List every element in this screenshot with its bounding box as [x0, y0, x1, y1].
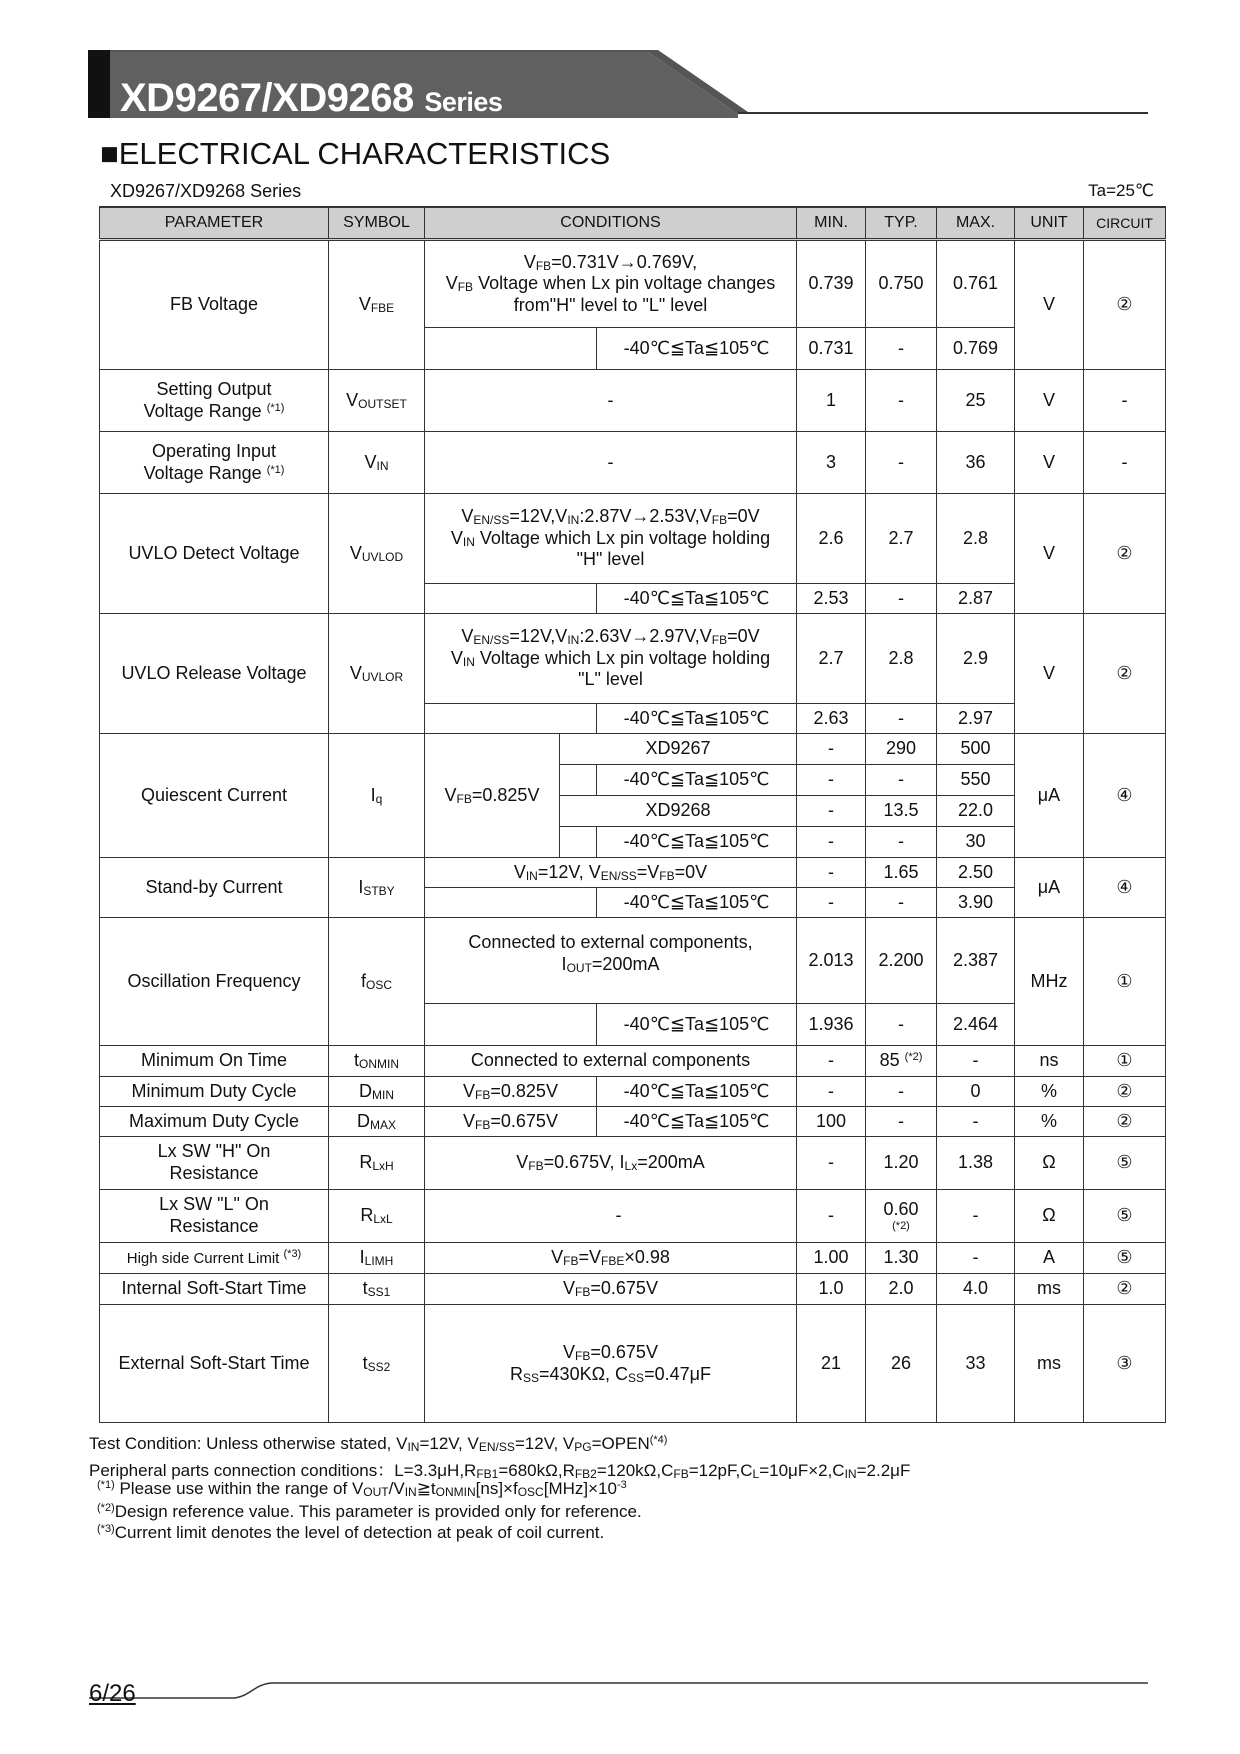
typ-cell: 2.0	[866, 1274, 937, 1305]
param-cell: Operating Input Voltage Range $^{(*1)}$	[100, 432, 329, 494]
min-cell: -	[797, 888, 866, 918]
condition-cell: Connected to external components	[425, 1046, 797, 1077]
table-row	[100, 1190, 1166, 1243]
temp-condition-cell: -40℃≦Ta≦105℃	[597, 1004, 797, 1046]
min-cell: 1.00	[797, 1243, 866, 1274]
circuit-cell: ①	[1084, 1046, 1166, 1077]
section-title: ■ELECTRICAL CHARACTERISTICS	[100, 136, 611, 171]
min-cell: -	[797, 1190, 866, 1243]
electrical-characteristics-table	[99, 206, 1166, 1423]
temp-condition-cell: -40℃≦Ta≦105℃	[597, 584, 797, 614]
page-header	[88, 50, 1148, 118]
min-cell: -	[797, 796, 866, 827]
symbol-cell: $t_{SS2}$	[329, 1305, 425, 1423]
condition-cell: $V_{FB}=0.675V$	[425, 1107, 597, 1137]
max-cell: 550	[937, 765, 1015, 796]
param-cell: UVLO Release Voltage	[100, 614, 329, 734]
symbol-cell: $I_{LIMH}$	[329, 1243, 425, 1274]
max-cell: -	[937, 1190, 1015, 1243]
typ-cell: -	[866, 888, 937, 918]
table-row	[100, 614, 1166, 704]
param-cell: External Soft-Start Time	[100, 1305, 329, 1423]
unit-cell: MHz	[1015, 918, 1084, 1046]
param-cell: Quiescent Current	[100, 734, 329, 858]
circuit-cell: ②	[1084, 494, 1166, 614]
symbol-cell: $V_{FBE}$	[329, 240, 425, 370]
typ-cell: 1.30	[866, 1243, 937, 1274]
typ-cell: 2.8	[866, 614, 937, 704]
circuit-cell: ②	[1084, 1077, 1166, 1107]
circuit-cell: ⑤	[1084, 1243, 1166, 1274]
typ-cell: 290	[866, 734, 937, 765]
part-cell-xd9267: XD9267	[560, 734, 797, 765]
max-cell: 1.38	[937, 1137, 1015, 1190]
typ-cell: 2.200	[866, 918, 937, 1004]
col-parameter: PARAMETER	[100, 207, 329, 240]
condition-blank	[425, 1004, 597, 1046]
typ-cell: 13.5	[866, 796, 937, 827]
param-cell: Maximum Duty Cycle	[100, 1107, 329, 1137]
temp-condition-cell: -40℃≦Ta≦105℃	[597, 765, 797, 796]
typ-cell: -	[866, 1004, 937, 1046]
unit-cell: μA	[1015, 734, 1084, 858]
table-row	[100, 1305, 1166, 1423]
min-cell: 1.936	[797, 1004, 866, 1046]
param-cell: Lx SW "L" On Resistance	[100, 1190, 329, 1243]
unit-cell: %	[1015, 1107, 1084, 1137]
symbol-cell: $D_{MAX}$	[329, 1107, 425, 1137]
min-cell: 2.6	[797, 494, 866, 584]
condition-cell: -	[425, 370, 797, 432]
symbol-cell: $V_{IN}$	[329, 432, 425, 494]
max-cell: -	[937, 1243, 1015, 1274]
max-cell: 4.0	[937, 1274, 1015, 1305]
table-row	[100, 1137, 1166, 1190]
table-row	[100, 1274, 1166, 1305]
symbol-cell: $I_q$	[329, 734, 425, 858]
col-max: MAX.	[937, 207, 1015, 240]
typ-cell: -	[866, 328, 937, 370]
circuit-cell: -	[1084, 432, 1166, 494]
typ-cell: -	[866, 765, 937, 796]
temp-condition-cell: -40℃≦Ta≦105℃	[597, 704, 797, 734]
max-cell: 3.90	[937, 888, 1015, 918]
param-cell: High side Current Limit $^{(*3)}$	[100, 1243, 329, 1274]
max-cell: 33	[937, 1305, 1015, 1423]
max-cell: 2.50	[937, 858, 1015, 888]
col-circuit: CIRCUIT	[1084, 207, 1166, 240]
min-cell: 21	[797, 1305, 866, 1423]
condition-cell: Connected to external components, $I_{OUT}=200mA$	[425, 918, 797, 1004]
unit-cell: V	[1015, 240, 1084, 370]
condition-cell: -	[425, 1190, 797, 1243]
condition-cell: $V_{FB}=0.675V$	[425, 1274, 797, 1305]
temp-condition-cell: -40℃≦Ta≦105℃	[597, 328, 797, 370]
condition-cell: $V_{FB}=0.825V$	[425, 1077, 597, 1107]
typ-cell: 1.65	[866, 858, 937, 888]
typ-cell: 0.60 (*2)	[866, 1190, 937, 1243]
symbol-cell: $I_{STBY}$	[329, 858, 425, 918]
max-cell: -	[937, 1046, 1015, 1077]
test-condition-note: Test Condition: Unless otherwise stated, $V_{IN}=12V$, $V_{EN/SS}=12V$, $V_{PG}=OPEN^{(*4)}$	[89, 1434, 668, 1454]
typ-cell: 85 $^{(*2)}$	[866, 1046, 937, 1077]
typ-cell: -	[866, 370, 937, 432]
min-cell: 0.739	[797, 240, 866, 328]
param-cell: Stand-by Current	[100, 858, 329, 918]
table-row	[100, 918, 1166, 1004]
symbol-cell: $R_{LxH}$	[329, 1137, 425, 1190]
unit-cell: V	[1015, 614, 1084, 734]
circuit-cell: ⑤	[1084, 1190, 1166, 1243]
table-row	[100, 1046, 1166, 1077]
min-cell: -	[797, 1046, 866, 1077]
temp-condition-cell: -40℃≦Ta≦105℃	[597, 1077, 797, 1107]
circuit-cell: ②	[1084, 614, 1166, 734]
col-typ: TYP.	[866, 207, 937, 240]
max-cell: 2.87	[937, 584, 1015, 614]
max-cell: 30	[937, 827, 1015, 858]
typ-cell: 26	[866, 1305, 937, 1423]
condition-blank	[425, 888, 597, 918]
table-row	[100, 432, 1166, 494]
series-label: XD9267/XD9268 Series	[110, 181, 302, 201]
param-cell: Internal Soft-Start Time	[100, 1274, 329, 1305]
unit-cell: %	[1015, 1077, 1084, 1107]
typ-cell: -	[866, 584, 937, 614]
temp-condition-cell: -40℃≦Ta≦105℃	[597, 827, 797, 858]
table-row	[100, 1243, 1166, 1274]
min-cell: -	[797, 1137, 866, 1190]
min-cell: 3	[797, 432, 866, 494]
condition-blank	[425, 328, 597, 370]
symbol-cell: $D_{MIN}$	[329, 1077, 425, 1107]
symbol-cell: $t_{SS1}$	[329, 1274, 425, 1305]
max-cell: 500	[937, 734, 1015, 765]
circuit-cell: ①	[1084, 918, 1166, 1046]
table-row	[100, 1107, 1166, 1137]
param-cell: Minimum Duty Cycle	[100, 1077, 329, 1107]
max-cell: 2.97	[937, 704, 1015, 734]
circuit-cell: ②	[1084, 240, 1166, 370]
peripheral-conditions-note: Peripheral parts connection conditions：$L=3.3\mu H,R_{FB1}=680k\Omega,R_{FB2}=120k\Omega,C_{FB}=12pF,C_L=10\mu F\times 2,C_{IN}=2.2\mu F$	[89, 1461, 911, 1481]
min-cell: 100	[797, 1107, 866, 1137]
circuit-cell: ⑤	[1084, 1137, 1166, 1190]
typ-cell: -	[866, 827, 937, 858]
table-row	[100, 858, 1166, 888]
unit-cell: μA	[1015, 858, 1084, 918]
max-cell: -	[937, 1107, 1015, 1137]
min-cell: 2.7	[797, 614, 866, 704]
condition-blank	[560, 827, 597, 858]
param-cell: Lx SW "H" On Resistance	[100, 1137, 329, 1190]
circuit-cell: ④	[1084, 734, 1166, 858]
symbol-cell: $V_{UVLOR}$	[329, 614, 425, 734]
min-cell: 2.63	[797, 704, 866, 734]
circuit-cell: ②	[1084, 1274, 1166, 1305]
condition-cell: $V_{IN}=12V$, $V_{EN/SS}=V_{FB}=0V$	[425, 858, 797, 888]
unit-cell: Ω	[1015, 1137, 1084, 1190]
max-cell: 2.387	[937, 918, 1015, 1004]
min-cell: 1	[797, 370, 866, 432]
ambient-temp-label: Ta=25℃	[1088, 181, 1154, 200]
condition-cell: $V_{FB}=V_{FBE}\times 0.98$	[425, 1243, 797, 1274]
unit-cell: V	[1015, 494, 1084, 614]
min-cell: -	[797, 765, 866, 796]
unit-cell: V	[1015, 370, 1084, 432]
page-number: 6/26	[89, 1680, 136, 1707]
symbol-cell: $V_{OUTSET}$	[329, 370, 425, 432]
max-cell: 25	[937, 370, 1015, 432]
footnote-1: $^{(*1)}$ Please use within the range of $V_{OUT}/V_{IN}≧t_{ONMIN}[ns]\times f_{OSC}[MHz]\times 10^{-3}$	[97, 1479, 627, 1499]
symbol-cell: $R_{LxL}$	[329, 1190, 425, 1243]
table-header-row	[100, 207, 1166, 240]
temp-condition-cell: -40℃≦Ta≦105℃	[597, 1107, 797, 1137]
table-row	[100, 1077, 1166, 1107]
table-row	[100, 240, 1166, 328]
max-cell: 0.761	[937, 240, 1015, 328]
max-cell: 2.464	[937, 1004, 1015, 1046]
circuit-cell: ③	[1084, 1305, 1166, 1423]
table-row	[100, 494, 1166, 584]
condition-cell: $V_{FB}=0.675V$, $I_{Lx}=200mA$	[425, 1137, 797, 1190]
symbol-cell: $t_{ONMIN}$	[329, 1046, 425, 1077]
min-cell: 2.013	[797, 918, 866, 1004]
param-cell: UVLO Detect Voltage	[100, 494, 329, 614]
condition-cell: -	[425, 432, 797, 494]
min-cell: 1.0	[797, 1274, 866, 1305]
max-cell: 0	[937, 1077, 1015, 1107]
typ-cell: -	[866, 704, 937, 734]
min-cell: 2.53	[797, 584, 866, 614]
max-cell: 36	[937, 432, 1015, 494]
document-title: XD9267/XD9268 Series	[120, 76, 503, 120]
typ-cell: -	[866, 432, 937, 494]
unit-cell: V	[1015, 432, 1084, 494]
min-cell: -	[797, 858, 866, 888]
param-cell: Oscillation Frequency	[100, 918, 329, 1046]
condition-cell: $V_{FB}=0.731V\to 0.769V$, $V_{FB}$ Voltage when Lx pin voltage changes from"H" level to "L" level	[425, 240, 797, 328]
max-cell: 0.769	[937, 328, 1015, 370]
condition-blank	[560, 765, 597, 796]
param-cell: Setting Output Voltage Range $^{(*1)}$	[100, 370, 329, 432]
typ-cell: 1.20	[866, 1137, 937, 1190]
min-cell: -	[797, 827, 866, 858]
min-cell: -	[797, 734, 866, 765]
unit-cell: ms	[1015, 1274, 1084, 1305]
table-row	[100, 370, 1166, 432]
min-cell: -	[797, 1077, 866, 1107]
max-cell: 22.0	[937, 796, 1015, 827]
typ-cell: -	[866, 1107, 937, 1137]
unit-cell: Ω	[1015, 1190, 1084, 1243]
unit-cell: ns	[1015, 1046, 1084, 1077]
max-cell: 2.9	[937, 614, 1015, 704]
footnote-2: $^{(*2)}$Design reference value. This parameter is provided only for reference.	[97, 1502, 642, 1521]
col-min: MIN.	[797, 207, 866, 240]
col-symbol: SYMBOL	[329, 207, 425, 240]
temp-condition-cell: -40℃≦Ta≦105℃	[597, 888, 797, 918]
symbol-cell: $V_{UVLOD}$	[329, 494, 425, 614]
circuit-cell: ②	[1084, 1107, 1166, 1137]
col-unit: UNIT	[1015, 207, 1084, 240]
circuit-cell: -	[1084, 370, 1166, 432]
condition-blank	[425, 704, 597, 734]
circuit-cell: ④	[1084, 858, 1166, 918]
condition-cell: $V_{EN/SS}=12V,V_{IN}:2.87V\to 2.53V,V_{FB}=0V$ $V_{IN}$ Voltage which Lx pin voltage holding "H" level	[425, 494, 797, 584]
min-cell: 0.731	[797, 328, 866, 370]
footnote-3: $^{(*3)}$Current limit denotes the level of detection at peak of coil current.	[97, 1523, 605, 1542]
condition-cell: $V_{EN/SS}=12V,V_{IN}:2.63V\to 2.97V,V_{FB}=0V$ $V_{IN}$ Voltage which Lx pin voltage holding "L" level	[425, 614, 797, 704]
condition-blank	[425, 584, 597, 614]
max-cell: 2.8	[937, 494, 1015, 584]
typ-cell: -	[866, 1077, 937, 1107]
condition-cell: $V_{FB}=0.825V$	[425, 734, 560, 858]
typ-cell: 2.7	[866, 494, 937, 584]
typ-cell: 0.750	[866, 240, 937, 328]
unit-cell: ms	[1015, 1305, 1084, 1423]
param-cell: FB Voltage	[100, 240, 329, 370]
unit-cell: A	[1015, 1243, 1084, 1274]
symbol-cell: $f_{OSC}$	[329, 918, 425, 1046]
col-conditions: CONDITIONS	[425, 207, 797, 240]
table-row	[100, 734, 1166, 765]
part-cell-xd9268: XD9268	[560, 796, 797, 827]
param-cell: Minimum On Time	[100, 1046, 329, 1077]
condition-cell: $V_{FB}=0.675V$ $R_{SS}=430K\Omega$, $C_{SS}=0.47\mu F$	[425, 1305, 797, 1423]
